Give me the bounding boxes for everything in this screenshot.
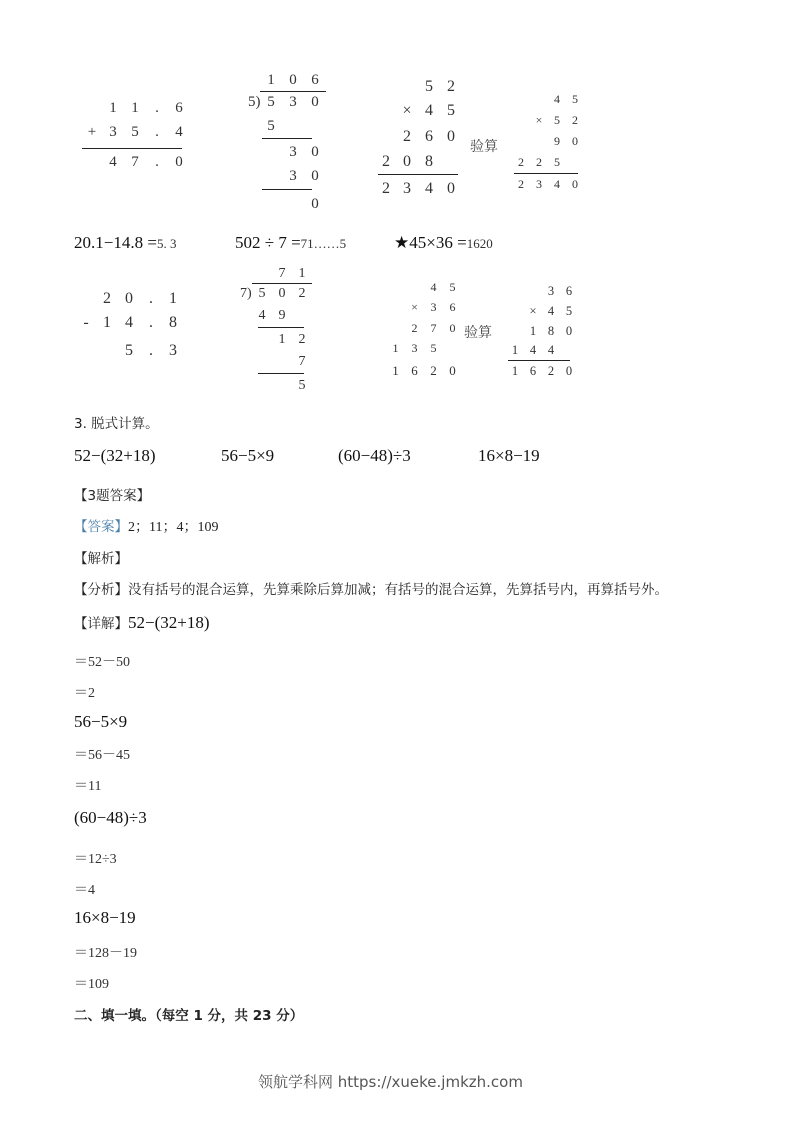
answer-line	[74, 515, 218, 536]
digit: .	[149, 290, 153, 307]
question-3-expression-1: 52−(32+18)	[74, 446, 156, 465]
digit: 0	[289, 72, 297, 88]
digit: 2	[298, 332, 306, 347]
digit: 5	[131, 124, 139, 140]
digit: 5	[267, 118, 275, 134]
digit: 1	[267, 72, 275, 88]
digit: 5	[267, 94, 275, 110]
digit: 2	[447, 78, 455, 95]
digit: 6	[529, 364, 537, 378]
digit: 7	[278, 266, 286, 281]
digit: .	[155, 100, 159, 116]
digit: 6	[565, 284, 573, 298]
detail-step: ＝4	[74, 883, 95, 898]
long-division-2	[240, 266, 320, 396]
digit: 4	[175, 124, 183, 140]
digit: 4	[425, 102, 433, 119]
digit: 4	[425, 180, 433, 197]
step-line	[262, 138, 312, 139]
digit: 1	[131, 100, 139, 116]
digit: 5	[572, 92, 578, 106]
digit: 2	[411, 321, 418, 335]
vertical-multiplication-2	[386, 280, 466, 380]
digit: 4	[554, 177, 560, 191]
digit: 0	[175, 154, 183, 170]
digit: 0	[565, 324, 573, 338]
equation-answer: 71……5	[300, 236, 347, 251]
digit: 6	[175, 100, 183, 116]
digit: 0	[403, 153, 411, 170]
digit: .	[149, 314, 153, 331]
digit: 2	[298, 286, 306, 301]
digit: 0	[449, 363, 456, 378]
product-line	[378, 174, 458, 175]
digit: 4	[258, 308, 266, 323]
digit: 5	[565, 304, 573, 318]
digit: 3	[547, 284, 555, 298]
digit: 0	[311, 168, 319, 184]
check-multiplication-1	[512, 92, 587, 192]
vertical-subtraction	[76, 290, 186, 370]
digit: 4	[554, 92, 560, 106]
digit: 5	[430, 341, 437, 355]
detail-step: ＝56－45	[74, 748, 130, 763]
equation-expression: 20.1−14.8 =	[74, 233, 157, 252]
digit: 0	[565, 364, 573, 378]
analysis-line	[74, 578, 714, 598]
division-bar	[252, 283, 312, 284]
long-division-1	[248, 72, 328, 217]
digit: 1	[511, 364, 519, 378]
digit: 4	[125, 314, 133, 331]
analysis-label: 【分析】	[74, 582, 128, 598]
digit: 5	[425, 78, 433, 95]
equation-expression: 502 ÷ 7 =	[235, 233, 301, 252]
divisor: 5	[248, 94, 256, 110]
times-sign: ×	[529, 304, 537, 318]
detail-step: ＝2	[74, 686, 95, 701]
digit: 1	[392, 363, 399, 378]
digit: 2	[518, 177, 524, 191]
bracket: )	[247, 286, 252, 301]
equation-2	[235, 233, 346, 253]
answer-values: 2；11；4；109	[128, 520, 219, 535]
detail-step: ＝128－19	[74, 946, 137, 961]
digit: 1	[103, 314, 111, 331]
digit: 5	[447, 102, 455, 119]
digit: 9	[554, 134, 560, 148]
digit: 0	[447, 128, 455, 145]
digit: 0	[311, 196, 319, 212]
check-label-2: 验算	[464, 325, 492, 341]
digit: 5	[298, 378, 306, 393]
digit: 3	[536, 177, 542, 191]
operator: +	[87, 124, 97, 140]
check-multiplication-2	[506, 284, 581, 384]
product-line	[508, 360, 570, 361]
equation-answer: 1620	[466, 236, 493, 251]
equation-answer: 5. 3	[156, 236, 177, 251]
equation-1	[74, 233, 176, 253]
digit: .	[155, 154, 159, 170]
digit: 1	[109, 100, 117, 116]
digit: 0	[311, 144, 319, 160]
detail-step: ＝12÷3	[74, 852, 117, 867]
step-line	[258, 327, 304, 328]
digit: 5	[125, 342, 133, 359]
digit: 7	[131, 154, 139, 170]
digit: 5	[554, 155, 560, 169]
digit: 1	[298, 266, 306, 281]
digit: 2	[518, 155, 524, 169]
product-line	[514, 173, 578, 174]
detail-expression-2: 56−5×9	[74, 712, 128, 731]
sum-line	[82, 148, 182, 149]
digit: 1	[392, 341, 399, 355]
step-line	[262, 189, 312, 190]
digit: 4	[109, 154, 117, 170]
detail-step: ＝11	[74, 779, 102, 794]
question-3-expression-4: 16×8−19	[478, 446, 540, 465]
digit: 8	[547, 324, 555, 338]
vertical-addition-1	[82, 100, 192, 180]
detail-line	[74, 612, 210, 633]
digit: 4	[547, 304, 555, 318]
equation-3	[394, 233, 493, 253]
detail-label: 【详解】	[74, 616, 128, 632]
digit: 1	[169, 290, 177, 307]
equation-expression: 45×36 =	[409, 233, 467, 252]
digit: 2	[103, 290, 111, 307]
digit: 4	[430, 280, 437, 294]
digit: 2	[382, 180, 390, 197]
footer-watermark: 领航学科网 https://xueke.jmkzh.com	[258, 1073, 523, 1091]
digit: 5	[258, 286, 266, 301]
digit: 0	[449, 321, 456, 335]
digit: 0	[572, 134, 578, 148]
digit: 3	[430, 300, 437, 314]
digit: 2	[572, 113, 578, 127]
digit: 6	[425, 128, 433, 145]
analysis-header: 【解析】	[74, 551, 128, 567]
detail-expression-3: (60−48)÷3	[74, 808, 147, 827]
bracket: )	[255, 94, 261, 110]
digit: 0	[125, 290, 133, 307]
digit: 1	[529, 324, 537, 338]
digit: 3	[411, 341, 418, 355]
digit: 3	[289, 94, 297, 110]
digit: 7	[298, 354, 306, 369]
digit: 6	[311, 72, 319, 88]
digit: 0	[278, 286, 286, 301]
digit: 3	[289, 168, 297, 184]
digit: 0	[447, 180, 455, 197]
digit: .	[155, 124, 159, 140]
times-sign: ×	[411, 300, 418, 314]
detail-expression-4: 16×8−19	[74, 908, 136, 927]
detail-expression-1: 52−(32+18)	[128, 613, 210, 632]
digit: 8	[425, 153, 433, 170]
times-sign: ×	[535, 113, 543, 127]
times-sign: ×	[402, 102, 412, 119]
digit: 6	[411, 363, 418, 378]
digit: 5	[554, 113, 560, 127]
answer-label: 【答案】	[74, 519, 128, 535]
detail-step: ＝109	[74, 977, 109, 992]
digit: 3	[289, 144, 297, 160]
digit: 2	[536, 155, 542, 169]
detail-step: ＝52－50	[74, 655, 130, 670]
digit: 3	[109, 124, 117, 140]
digit: 3	[169, 342, 177, 359]
digit: 0	[311, 94, 319, 110]
question-3-expression-3: (60−48)÷3	[338, 446, 411, 465]
digit: 2	[547, 364, 555, 378]
digit: 3	[403, 180, 411, 197]
digit: 5	[449, 280, 456, 294]
analysis-text: 没有括号的混合运算，先算乘除后算加减；有括号的混合运算，先算括号内，再算括号外。	[128, 582, 668, 598]
vertical-multiplication-1	[376, 78, 466, 203]
digit: 8	[169, 314, 177, 331]
answer-header: 【3题答案】	[74, 488, 151, 504]
digit: 2	[382, 153, 390, 170]
digit: 2	[403, 128, 411, 145]
digit: 0	[572, 177, 578, 191]
star-icon: ★	[394, 233, 410, 252]
division-bar	[260, 91, 326, 92]
digit: .	[149, 342, 153, 359]
digit: 4	[529, 343, 537, 357]
digit: 9	[278, 308, 286, 323]
operator: -	[83, 314, 89, 331]
digit: 1	[278, 332, 286, 347]
check-label-1: 验算	[470, 139, 498, 155]
digit: 7	[430, 321, 437, 335]
question-3-expression-2: 56−5×9	[221, 446, 275, 465]
digit: 2	[430, 363, 437, 378]
digit: 4	[547, 343, 555, 357]
digit: 6	[449, 300, 456, 314]
step-line	[258, 373, 304, 374]
section-2-heading: 二、填一填。（每空 1 分，共 23 分）	[74, 1008, 304, 1024]
digit: 1	[511, 343, 519, 357]
divisor: 7	[240, 286, 247, 301]
question-3-title: 3. 脱式计算。	[74, 416, 159, 432]
